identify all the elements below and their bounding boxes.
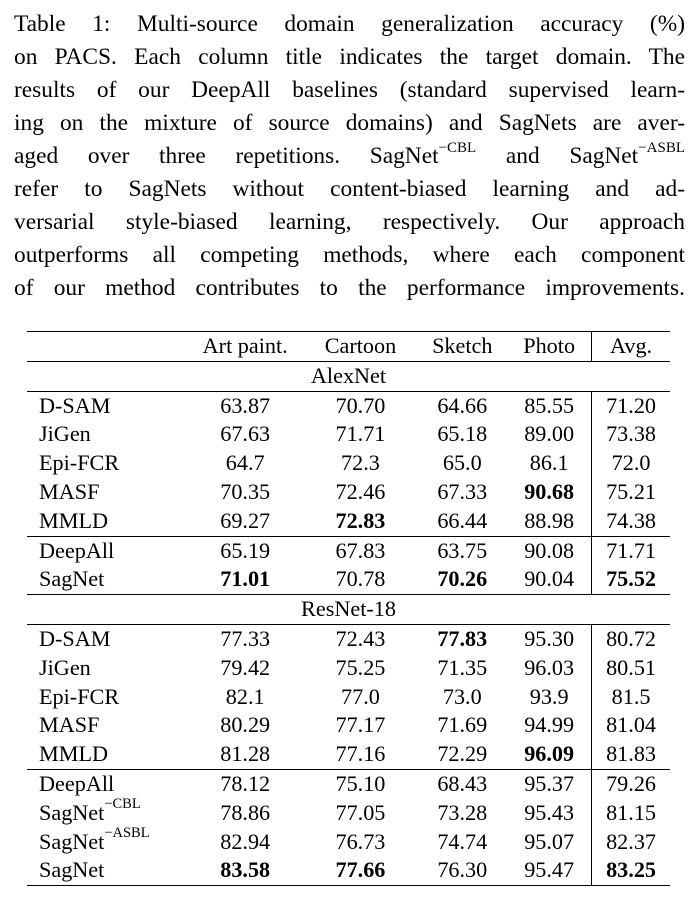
value-cell [417,799,507,828]
value: 82.94 [220,828,271,854]
value: 63.87 [220,392,271,418]
value: 78.12 [220,770,271,796]
best-value: 90.68 [524,478,575,504]
table-header-row [27,332,670,362]
caption-line: refer to SagNets without content-biased learning and ad- [14,176,685,202]
best-value: 77.66 [335,857,386,883]
value: 77.0 [341,683,380,709]
value-cell [592,769,670,798]
value: 70.78 [335,566,386,592]
value-cell [417,856,507,885]
value: 95.30 [524,625,575,651]
value-cell [417,740,507,769]
method-name: D-SAM [39,392,111,418]
method-name: JiGen [39,654,91,680]
value-cell [187,769,304,798]
value: 81.5 [611,683,651,709]
value-cell [304,769,418,798]
value: 71.71 [606,537,656,563]
value: 70.35 [220,478,271,504]
value: 81.83 [606,741,656,767]
caption-line: results of our DeepAll baselines (standard supervised learn- [14,77,685,103]
table-row [27,478,670,507]
method-cell [27,740,187,769]
value: 82.37 [606,828,656,854]
value-cell [507,769,591,798]
method-name: SagNet [39,828,105,854]
value-cell [304,420,418,449]
value-cell [592,420,670,449]
header-method-cell [27,332,187,362]
value-cell [417,711,507,740]
value: 73.38 [606,421,656,447]
value-cell [417,507,507,536]
value-cell [507,624,591,653]
value-cell [592,391,670,420]
value-cell [304,856,418,885]
value: 72.29 [437,741,488,767]
column-header: Sketch [417,332,507,362]
column-header: Art paint. [187,332,304,362]
column-header: Photo [507,332,591,362]
section-title: ResNet-18 [27,595,670,625]
value-cell [592,740,670,769]
value: 74.74 [437,828,488,854]
method-name: MASF [39,478,100,504]
value: 85.55 [524,392,575,418]
value-cell [187,740,304,769]
value-cell [417,391,507,420]
value-cell [187,507,304,536]
table-row [27,654,670,683]
results-table [27,331,670,886]
value: 80.51 [606,654,656,680]
method-cell [27,654,187,683]
best-value: 83.58 [220,857,271,883]
value-cell [187,711,304,740]
method-cell [27,683,187,712]
value: 65.19 [220,537,271,563]
caption-line: ing on the mixture of source domains) and SagNets are aver- [14,110,685,136]
value-cell [507,507,591,536]
value: 86.1 [529,450,569,476]
value: 64.66 [437,392,488,418]
value-cell [507,828,591,857]
value-cell [304,799,418,828]
value-cell [417,420,507,449]
value-cell [592,478,670,507]
value: 89.00 [524,421,575,447]
value-cell [304,740,418,769]
value: 67.63 [220,421,271,447]
method-cell [27,565,187,594]
method-cell [27,796,187,828]
value-cell [592,711,670,740]
caption-line: Table 1: Multi-source domain generalization accuracy (%) [14,11,685,37]
value-cell [417,828,507,857]
value-cell [507,536,591,565]
value-cell [507,391,591,420]
method-name: DeepAll [39,770,115,796]
value: 75.25 [335,654,386,680]
value: 72.0 [611,450,651,476]
method-cell [27,478,187,507]
value: 81.28 [220,741,271,767]
table-row [27,536,670,565]
value-cell [507,654,591,683]
value: 72.43 [335,625,386,651]
value: 80.29 [220,712,271,738]
value-cell [592,683,670,712]
value-cell [187,420,304,449]
value: 77.17 [335,712,386,738]
column-header: Avg. [592,332,670,362]
method-cell [27,507,187,536]
value: 65.18 [437,421,488,447]
value: 90.04 [524,566,575,592]
value-cell [507,478,591,507]
value: 69.27 [220,507,271,533]
best-value: 70.26 [437,566,488,592]
table-row [27,799,670,828]
value: 73.28 [437,799,488,825]
value: 81.04 [606,712,656,738]
value-cell [304,391,418,420]
value: 93.9 [529,683,569,709]
value-cell [417,769,507,798]
method-name: DeepAll [39,537,115,563]
value: 90.08 [524,537,575,563]
value-cell [507,683,591,712]
value-cell [592,449,670,478]
method-superscript: −ASBL [104,825,150,842]
value-cell [507,711,591,740]
value-cell [187,624,304,653]
value-cell [304,449,418,478]
value: 96.03 [524,654,575,680]
value: 77.05 [335,799,386,825]
table-row [27,683,670,712]
value: 72.46 [335,478,386,504]
value-cell [187,449,304,478]
value: 80.72 [606,625,656,651]
value-cell [507,856,591,885]
value-cell [187,478,304,507]
value-cell [417,449,507,478]
best-value: 75.52 [606,566,656,592]
method-superscript: −CBL [104,796,141,813]
value: 72.3 [341,450,380,476]
value-cell [592,624,670,653]
value-cell [592,856,670,885]
best-value: 96.09 [524,741,575,767]
caption-line: aged over three repetitions. SagNet$^{-CBL}$ and SagNet$^{-ASBL}$ [14,140,685,169]
value: 71.71 [335,421,386,447]
value-cell [187,654,304,683]
table-row [27,828,670,857]
value: 71.20 [606,392,656,418]
value-cell [187,856,304,885]
value: 67.33 [437,478,488,504]
value-cell [592,799,670,828]
value-cell [507,799,591,828]
value-cell [417,683,507,712]
method-name: MMLD [39,507,109,533]
value-cell [417,624,507,653]
value-cell [592,565,670,594]
value: 71.69 [437,712,488,738]
value: 77.16 [335,741,386,767]
value: 68.43 [437,770,488,796]
method-name: Epi-FCR [39,450,120,476]
value: 95.47 [524,857,575,883]
value-cell [304,536,418,565]
value-cell [507,565,591,594]
table-row [27,740,670,769]
method-cell [27,769,187,798]
value: 95.07 [524,828,575,854]
method-name: JiGen [39,421,91,447]
caption-line: on PACS. Each column title indicates the target domain. The [14,44,685,70]
value-cell [187,683,304,712]
value: 66.44 [437,507,488,533]
value: 77.33 [220,625,271,651]
table-row [27,391,670,420]
value-cell [592,507,670,536]
value: 67.83 [335,537,386,563]
table-row [27,856,670,885]
method-cell [27,856,187,885]
value-cell [592,828,670,857]
caption-line: versarial style-biased learning, respectively. Our approach [14,209,685,235]
value-cell [507,740,591,769]
table-row [27,565,670,594]
value: 78.86 [220,799,271,825]
value: 76.30 [437,857,488,883]
table-row [27,711,670,740]
value-cell [592,654,670,683]
value: 82.1 [225,683,265,709]
table-row [27,769,670,798]
value: 70.70 [335,392,386,418]
value-cell [304,565,418,594]
value-cell [592,536,670,565]
table-row [27,507,670,536]
value-cell [304,624,418,653]
method-cell [27,391,187,420]
method-cell [27,711,187,740]
value-cell [417,654,507,683]
value: 75.10 [335,770,386,796]
value: 94.99 [524,712,575,738]
method-cell [27,449,187,478]
section-title-row [27,361,670,391]
best-value: 77.83 [437,625,488,651]
value-cell [187,536,304,565]
value-cell [304,711,418,740]
value-cell [187,565,304,594]
column-header: Cartoon [304,332,418,362]
best-value: 71.01 [220,566,271,592]
method-name: SagNet [39,566,105,592]
method-cell [27,420,187,449]
value: 71.35 [437,654,488,680]
method-name: MMLD [39,741,109,767]
table-row [27,420,670,449]
method-name: D-SAM [39,625,111,651]
value-cell [507,420,591,449]
value-cell [417,565,507,594]
value-cell [187,391,304,420]
value-cell [417,478,507,507]
value-cell [304,478,418,507]
value: 63.75 [437,537,488,563]
caption-line: outperforms all competing methods, where each component [14,242,685,268]
value-cell [304,654,418,683]
value-cell [187,799,304,828]
method-cell [27,624,187,653]
value: 95.37 [524,770,575,796]
best-value: 72.83 [335,507,386,533]
value: 65.0 [442,450,482,476]
value: 73.0 [442,683,482,709]
table-caption [14,8,685,305]
value: 64.7 [225,450,265,476]
value-cell [507,449,591,478]
value: 79.42 [220,654,271,680]
method-name: MASF [39,712,100,738]
caption-line: of our method contributes to the performance improvements. [14,275,685,301]
value: 79.26 [606,770,656,796]
value: 74.38 [606,507,656,533]
method-name: Epi-FCR [39,683,120,709]
section-title: AlexNet [27,361,670,391]
value-cell [187,828,304,857]
value-cell [304,828,418,857]
best-value: 83.25 [606,857,656,883]
value-cell [304,507,418,536]
method-name: SagNet [39,857,105,883]
table-row [27,624,670,653]
value: 76.73 [335,828,386,854]
value: 75.21 [606,478,656,504]
method-name: SagNet [39,799,105,825]
value: 81.15 [606,799,656,825]
method-cell [27,825,187,857]
value: 95.43 [524,799,575,825]
value-cell [304,683,418,712]
section-title-row [27,595,670,625]
value: 88.98 [524,507,575,533]
value-cell [417,536,507,565]
table-row [27,449,670,478]
method-cell [27,536,187,565]
